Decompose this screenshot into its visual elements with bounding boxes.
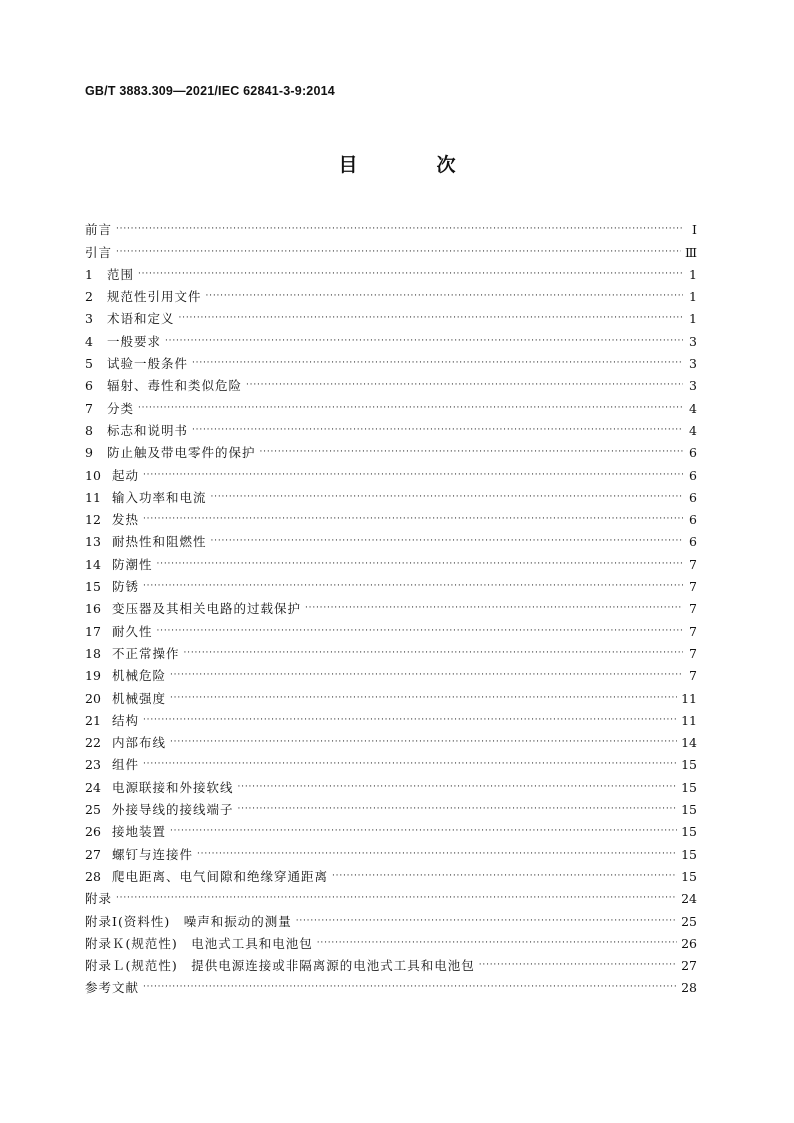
toc-entry[interactable] (85, 751, 697, 773)
dot-leader (143, 579, 683, 595)
toc-entry-page: 7 (689, 645, 697, 661)
toc-entry-number: 17 (85, 623, 101, 639)
toc-entry-number: 16 (85, 601, 101, 617)
toc-entry-label: 爬电距离、电气间隙和绝缘穿通距离 (112, 868, 329, 884)
toc-entry-label: 接地装置 (112, 824, 167, 840)
dot-leader (116, 245, 681, 261)
toc-entry-page: 14 (681, 735, 697, 751)
dot-leader (192, 356, 683, 372)
toc-entry[interactable] (85, 930, 697, 952)
dot-leader (305, 601, 683, 617)
dot-leader (143, 468, 683, 484)
toc-entry-label: 试验一般条件 (107, 356, 189, 372)
toc-entry-label: 内部布线 (112, 735, 167, 751)
dot-leader (197, 847, 677, 863)
toc-entry-page: 15 (681, 846, 697, 862)
toc-entry-page: 4 (689, 422, 697, 438)
toc-entry-number: 23 (85, 757, 101, 773)
toc-entry-label: 螺钉与连接件 (112, 846, 194, 862)
toc-entry-number: 26 (85, 824, 101, 840)
toc-entry-page: 4 (689, 400, 697, 416)
toc-entry-label: 耐久性 (112, 623, 153, 639)
dot-leader (143, 980, 677, 996)
toc-entry-number: 10 (85, 467, 101, 483)
toc-entry-label: 输入功率和电流 (112, 489, 207, 505)
toc-entry-page: 1 (689, 289, 697, 305)
toc-entry[interactable] (85, 528, 697, 550)
toc-entry-page: Ⅰ (692, 222, 697, 238)
toc-entry-label: 引言 (85, 244, 113, 260)
toc-entry[interactable] (85, 796, 697, 818)
dot-leader (211, 534, 683, 550)
dot-leader (179, 311, 683, 327)
toc-entry-label: 范围 (107, 266, 135, 282)
dot-leader (143, 512, 683, 528)
toc-entry[interactable] (85, 640, 697, 662)
toc-entry[interactable] (85, 417, 697, 439)
toc-entry[interactable] (85, 573, 697, 595)
toc-entry[interactable] (85, 238, 697, 260)
toc-entry-number: 11 (85, 489, 101, 505)
toc-entry-number: 7 (85, 400, 93, 416)
toc-entry-label: 组件 (112, 757, 140, 773)
toc-entry-label: 外接导线的接线端子 (112, 802, 234, 818)
toc-entry-page: 28 (681, 980, 697, 996)
toc-entry[interactable] (85, 974, 697, 996)
dot-leader (143, 757, 677, 773)
toc-entry[interactable] (85, 461, 697, 483)
toc-entry[interactable] (85, 773, 697, 795)
toc-entry-page: 3 (689, 333, 697, 349)
dot-leader (157, 557, 683, 573)
standard-code-header: GB/T 3883.309—2021/IEC 62841-3-9:2014 (85, 84, 335, 98)
toc-entry[interactable] (85, 261, 697, 283)
dot-leader (317, 936, 677, 952)
toc-entry[interactable] (85, 840, 697, 862)
toc-entry-number: 14 (85, 556, 101, 572)
toc-entry-label: 起动 (112, 467, 140, 483)
toc-entry-number: 15 (85, 579, 101, 595)
toc-entry-number: 25 (85, 802, 101, 818)
toc-entry[interactable] (85, 372, 697, 394)
toc-entry-label: 附录Ｋ(规范性) 电池式工具和电池包 (85, 935, 313, 951)
toc-entry-page: 6 (689, 534, 697, 550)
toc-entry-page: 24 (681, 891, 697, 907)
toc-entry-page: 6 (689, 489, 697, 505)
toc-entry-number: 18 (85, 645, 101, 661)
toc-entry[interactable] (85, 818, 697, 840)
toc-entry-page: 1 (689, 311, 697, 327)
toc-entry-number: 20 (85, 690, 101, 706)
dot-leader (184, 646, 683, 662)
toc-entry-page: 7 (689, 623, 697, 639)
toc-entry-label: 标志和说明书 (107, 422, 189, 438)
dot-leader (165, 334, 683, 350)
toc-entry-label: 发热 (112, 512, 140, 528)
toc-entry-number: 4 (85, 333, 93, 349)
toc-entry-page: 15 (681, 824, 697, 840)
toc-entry[interactable] (85, 707, 697, 729)
toc-entry-number: 28 (85, 868, 101, 884)
toc-entry-number: 24 (85, 779, 101, 795)
toc-entry-number: 9 (85, 445, 93, 461)
toc-entry[interactable] (85, 283, 697, 305)
dot-leader (143, 713, 677, 729)
toc-entry-page: 11 (681, 712, 697, 728)
toc-entry[interactable] (85, 439, 697, 461)
toc-entry-label: 结构 (112, 712, 140, 728)
toc-entry-label: 术语和定义 (107, 311, 175, 327)
toc-entry-number: 1 (85, 266, 93, 282)
toc-entry-label: 附录Ｌ(规范性) 提供电源连接或非隔离源的电池式工具和电池包 (85, 958, 475, 974)
toc-entry-page: 7 (689, 579, 697, 595)
toc-entry[interactable] (85, 907, 697, 929)
table-of-contents (85, 216, 697, 996)
toc-entry[interactable] (85, 885, 697, 907)
dot-leader (138, 401, 683, 417)
dot-leader (238, 802, 678, 818)
toc-entry-page: 11 (681, 690, 697, 706)
toc-entry-number: 27 (85, 846, 101, 862)
toc-entry-number: 5 (85, 356, 93, 372)
dot-leader (116, 891, 677, 907)
toc-entry[interactable] (85, 550, 697, 572)
toc-entry-label: 机械强度 (112, 690, 167, 706)
dot-leader (138, 267, 683, 283)
toc-entry-label: 辐射、毒性和类似危险 (107, 378, 243, 394)
toc-entry-page: 25 (681, 913, 697, 929)
toc-entry-number: 2 (85, 289, 93, 305)
dot-leader (157, 624, 683, 640)
toc-entry-page: 15 (681, 868, 697, 884)
toc-entry-label: 附录 (85, 891, 113, 907)
dot-leader (211, 490, 683, 506)
toc-entry-number: 8 (85, 422, 93, 438)
toc-entry[interactable] (85, 327, 697, 349)
toc-entry[interactable] (85, 484, 697, 506)
toc-entry-label: 附录Ⅰ(资料性) 噪声和振动的测量 (85, 913, 292, 929)
toc-entry-label: 防潮性 (112, 556, 153, 572)
toc-entry-page: 6 (689, 445, 697, 461)
dot-leader (296, 914, 677, 930)
dot-leader (170, 735, 677, 751)
toc-entry-page: 26 (681, 935, 697, 951)
toc-entry-label: 机械危险 (112, 668, 167, 684)
toc-entry-page: 15 (681, 757, 697, 773)
toc-entry-label: 不正常操作 (112, 645, 180, 661)
toc-entry[interactable] (85, 394, 697, 416)
toc-entry-page: 6 (689, 512, 697, 528)
dot-leader (479, 958, 677, 974)
toc-entry-label: 电源联接和外接软线 (112, 779, 234, 795)
toc-entry-page: 15 (681, 802, 697, 818)
dot-leader (246, 378, 683, 394)
dot-leader (260, 445, 683, 461)
dot-leader (170, 824, 677, 840)
dot-leader (206, 289, 683, 305)
toc-entry[interactable] (85, 595, 697, 617)
toc-entry[interactable] (85, 506, 697, 528)
toc-entry[interactable] (85, 216, 697, 238)
toc-entry-page: 1 (689, 266, 697, 282)
toc-entry-number: 3 (85, 311, 93, 327)
toc-entry-page: 7 (689, 556, 697, 572)
toc-entry-label: 防锈 (112, 579, 140, 595)
toc-entry[interactable] (85, 617, 697, 639)
toc-entry-label: 分类 (107, 400, 135, 416)
toc-entry[interactable] (85, 729, 697, 751)
dot-leader (170, 668, 683, 684)
toc-entry-page: 6 (689, 467, 697, 483)
toc-entry-number: 6 (85, 378, 93, 394)
dot-leader (332, 869, 677, 885)
dot-leader (238, 780, 678, 796)
toc-entry-page: 15 (681, 779, 697, 795)
toc-entry-page: 3 (689, 356, 697, 372)
toc-entry[interactable] (85, 684, 697, 706)
dot-leader (116, 222, 683, 238)
toc-entry[interactable] (85, 952, 697, 974)
toc-entry[interactable] (85, 662, 697, 684)
toc-entry[interactable] (85, 863, 697, 885)
toc-entry-label: 规范性引用文件 (107, 289, 202, 305)
toc-entry-label: 一般要求 (107, 333, 162, 349)
dot-leader (170, 691, 677, 707)
page-title: 目 次 (338, 154, 486, 176)
toc-entry-number: 19 (85, 668, 101, 684)
toc-entry-label: 防止触及带电零件的保护 (107, 445, 256, 461)
toc-entry-page: 27 (681, 958, 697, 974)
toc-entry-page: 7 (689, 668, 697, 684)
toc-entry-label: 参考文献 (85, 980, 140, 996)
toc-entry-label: 变压器及其相关电路的过载保护 (112, 601, 302, 617)
dot-leader (192, 423, 683, 439)
toc-entry-label: 前言 (85, 222, 113, 238)
toc-entry-number: 21 (85, 712, 101, 728)
toc-entry-page: 3 (689, 378, 697, 394)
toc-entry[interactable] (85, 350, 697, 372)
toc-entry-number: 13 (85, 534, 101, 550)
toc-entry-page: Ⅲ (684, 244, 697, 260)
toc-entry-label: 耐热性和阻燃性 (112, 534, 207, 550)
toc-entry-number: 22 (85, 735, 101, 751)
toc-entry[interactable] (85, 305, 697, 327)
toc-entry-page: 7 (689, 601, 697, 617)
toc-entry-number: 12 (85, 512, 101, 528)
